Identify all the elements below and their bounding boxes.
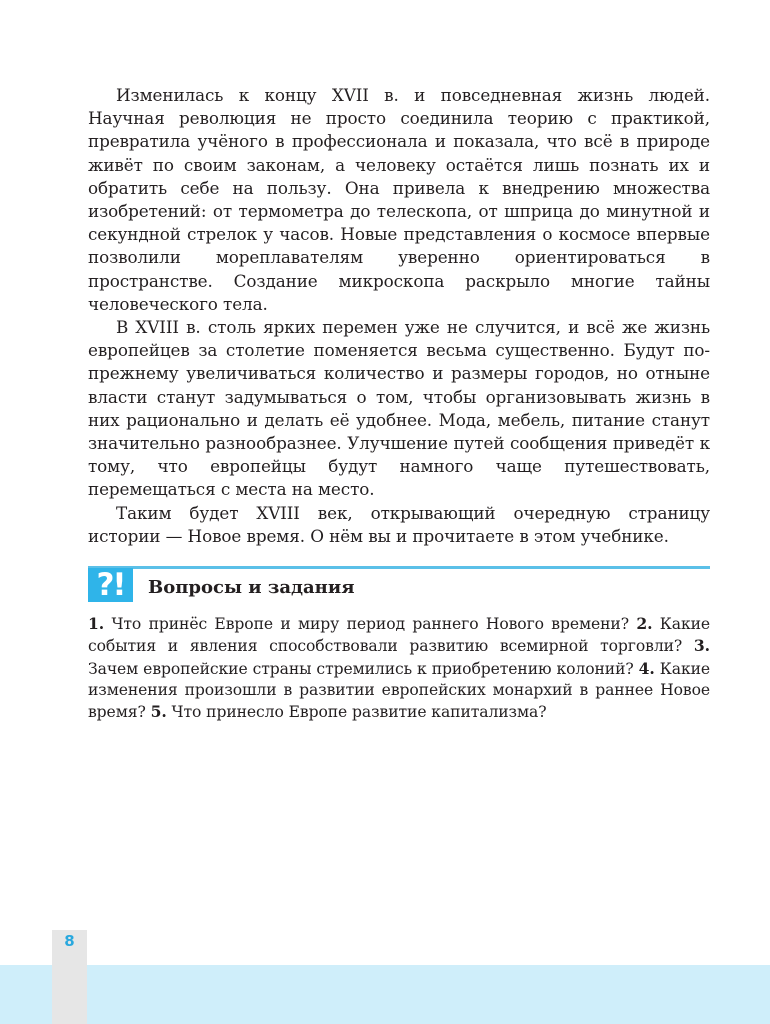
- questions-list: [88, 613, 710, 723]
- footer-band: [0, 965, 770, 1024]
- main-text: [88, 84, 710, 548]
- body-paragraph-1: Изменилась к концу XVII в. и повседневная жизнь людей. Научная революция не просто соединила теорию с практикой, превратила учёного в профессионала и показала, что всё в природе живёт по своим законам, а человеку остаётся лишь познать их и обратить себе на пользу. Она привела к внедрению множества изобретений: от термометра до телескопа, от шприца до минутной и секундной стрелок у часов. Новые представления о космосе впервые позволили мореплавателям уверенно ориентироваться в пространстве. Создание микроскопа раскрыло многие тайны человеческого тела.: [88, 85, 710, 314]
- questions-heading: Вопросы и задания: [148, 577, 355, 598]
- body-paragraph-3: Таким будет XVIII век, открывающий очередную страницу истории — Новое время. О нём вы и прочитаете в этом учебнике.: [88, 502, 710, 546]
- question-1: 1. Что принёс Европе и миру период раннего Нового времени?: [88, 614, 629, 633]
- section-divider: [88, 566, 710, 569]
- question-3: 3. Зачем европейские страны стремились к приобретению колоний?: [88, 636, 710, 678]
- question-5: 5. Что принесло Европе развитие капитализма?: [150, 702, 547, 722]
- body-paragraph-2: В XVIII в. столь ярких перемен уже не случится, и всё же жизнь европейцев за столетие поменяется весьма существенно. Будут по-прежнему увеличиваться количество и размеры городов, но отныне власти станут задумываться о том, чтобы организовывать жизнь в них рационально и делать её удобнее. Мода, мебель, питание станут значительно разнообразнее. Улучшение путей сообщения приведёт к тому, что европейцы будут намного чаще путешествовать, перемещаться с места на место.: [88, 317, 710, 500]
- questions-paragraph: [88, 613, 710, 723]
- questions-icon: ?!: [88, 568, 133, 602]
- question-2: 2. Какие события и явления способствовали развитию всемирной торговли?: [88, 614, 711, 656]
- page-number: 8: [64, 932, 75, 950]
- question-4: 4. Какие изменения произошли в развитии европейских монархий в раннее Новое время?: [88, 658, 711, 722]
